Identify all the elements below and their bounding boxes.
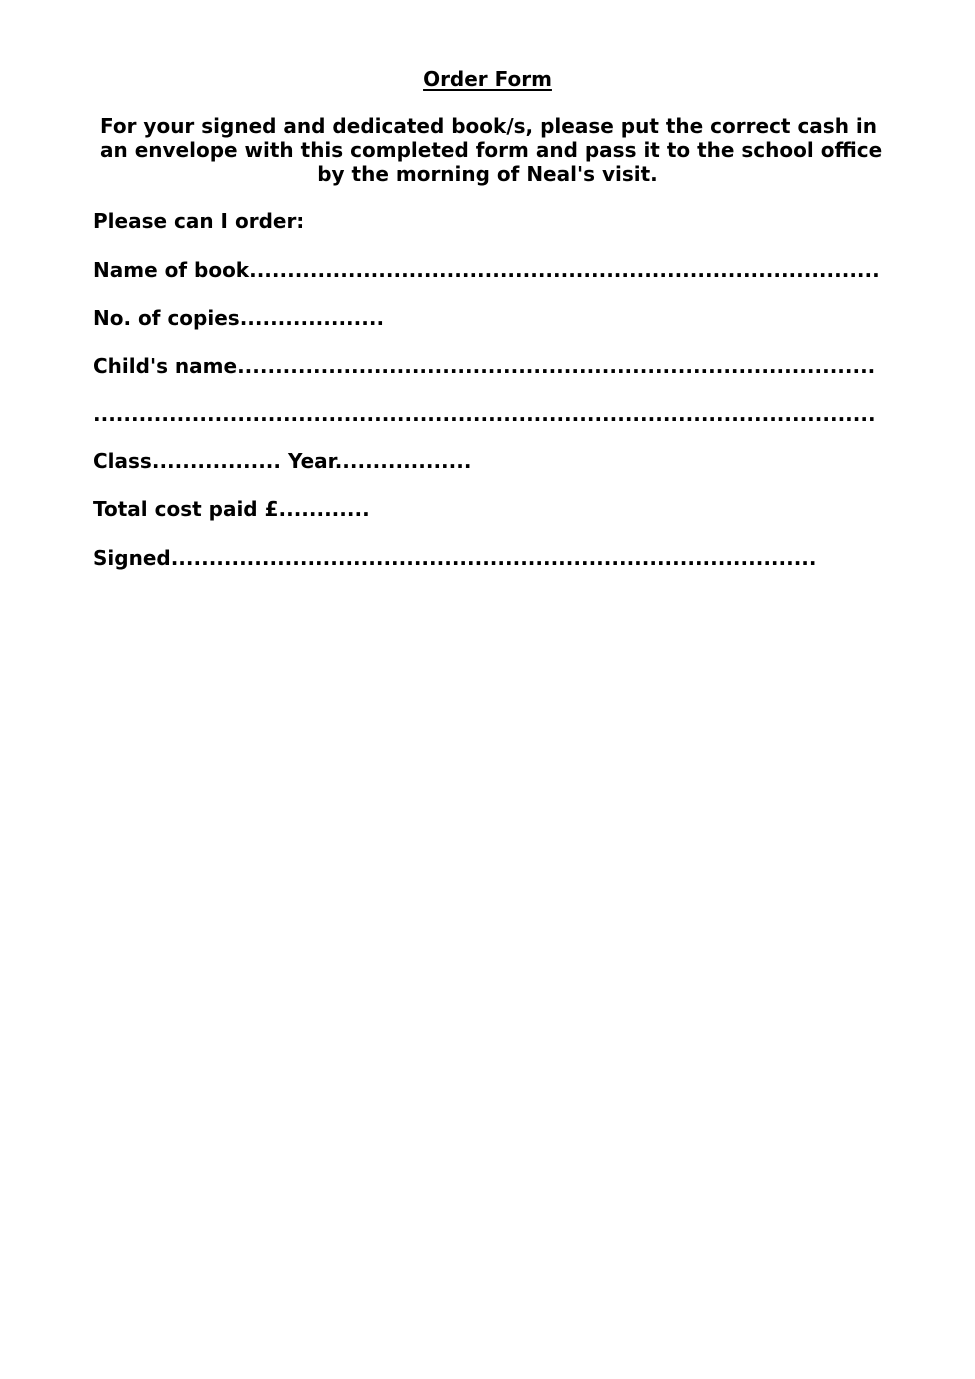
child-name-continuation-blank[interactable]: .......................................................................................................: [93, 402, 876, 426]
child-name-field[interactable]: [93, 353, 875, 379]
total-cost-label: Total cost paid £: [93, 497, 279, 521]
year-label: Year: [287, 449, 335, 473]
copies-label: No. of copies: [93, 306, 240, 330]
name-of-book-field[interactable]: [93, 257, 880, 283]
name-of-book-blank[interactable]: ...................................................................................: [249, 258, 880, 282]
signed-blank[interactable]: .....................................................................................: [170, 546, 817, 570]
class-label: Class: [93, 449, 152, 473]
class-year-field[interactable]: [93, 448, 471, 474]
instructions-line-3: by the morning of Neal's visit.: [317, 162, 658, 186]
year-blank[interactable]: ..................: [334, 449, 472, 473]
copies-blank[interactable]: ...................: [239, 306, 385, 330]
copies-field[interactable]: [93, 305, 384, 331]
child-name-continuation-field[interactable]: [93, 401, 876, 427]
child-name-blank[interactable]: ....................................................................................: [237, 354, 876, 378]
total-cost-blank[interactable]: ............: [278, 497, 370, 521]
class-blank[interactable]: .................: [151, 449, 288, 473]
total-cost-field[interactable]: [93, 496, 370, 522]
signed-field[interactable]: [93, 545, 817, 571]
child-name-label: Child's name: [93, 354, 238, 378]
instructions-line-1: For your signed and dedicated book/s, please put the correct cash in: [100, 114, 877, 138]
instructions-paragraph: [100, 114, 883, 186]
instructions-line-2: an envelope with this completed form and pass it to the school office: [100, 138, 883, 162]
signed-label: Signed: [93, 546, 171, 570]
page-title: Order Form: [423, 67, 552, 91]
name-of-book-label: Name of book: [93, 258, 250, 282]
order-prompt: Please can I order:: [93, 209, 305, 233]
